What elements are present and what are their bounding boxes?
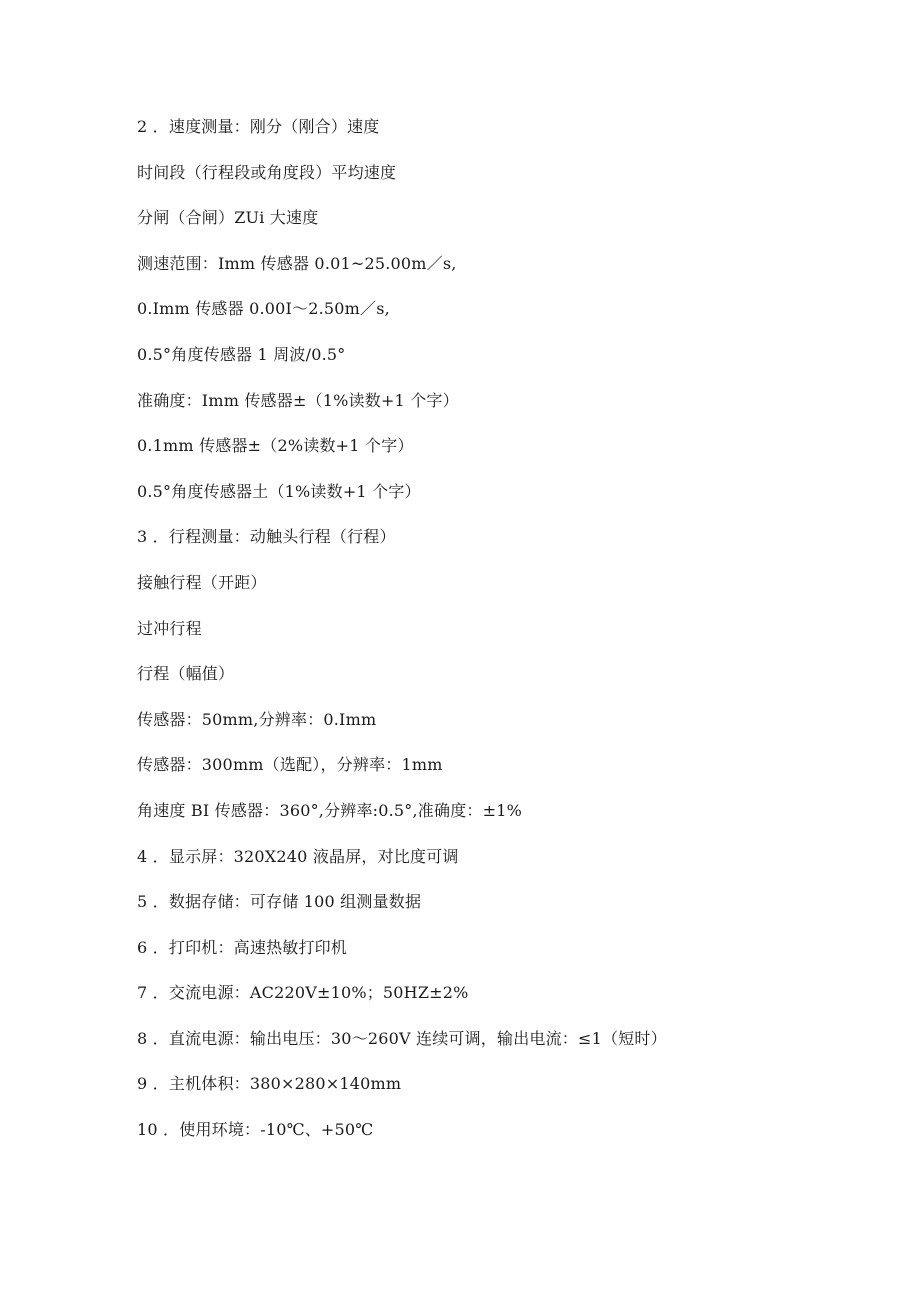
text-line: 行程（幅值）	[137, 664, 235, 684]
text-line: 0.5°角度传感器 1 周波/0.5°	[137, 344, 346, 364]
text-line: 5 ．数据存储：可存储 100 组测量数据	[137, 892, 422, 912]
text-line: 准确度：Imm 传感器±（1%读数+1 个字）	[137, 390, 459, 410]
text-line: 4 ．显示屏：320X240 液晶屏，对比度可调	[137, 846, 459, 866]
text-line: 传感器：300mm（选配），分辨率：1mm	[137, 755, 443, 775]
spec-text-block	[137, 114, 837, 1163]
text-line: 时间段（行程段或角度段）平均速度	[137, 162, 397, 182]
text-line: 0.Imm 传感器 0.00I～2.50m／s,	[137, 299, 390, 319]
text-line: 测速范围：Imm 传感器 0.01~25.00m／s,	[137, 253, 457, 273]
text-line: 过冲行程	[137, 618, 202, 638]
text-line: 8 ．直流电源：输出电压：30～260V 连续可调，输出电流：≤1（短时）	[137, 1028, 667, 1048]
text-line: 6 ．打印机：高速热敏打印机	[137, 937, 348, 957]
text-line: 传感器：50mm,分辨率：0.Imm	[137, 709, 377, 729]
text-line: 3 ．行程测量：动触头行程（行程）	[137, 527, 396, 547]
text-line: 10 ．使用环境：-10℃、+50℃	[137, 1120, 374, 1140]
text-line: 接触行程（开距）	[137, 572, 267, 592]
text-line: 7 ．交流电源：AC220V±10%；50HZ±2%	[137, 983, 469, 1003]
text-line: 2 ．速度测量：刚分（刚合）速度	[137, 117, 380, 136]
text-line: 9 ．主机体积：380×280×140mm	[137, 1074, 402, 1094]
text-line: 分闸（合闸）ZUi 大速度	[137, 208, 319, 228]
text-line: 角速度 BI 传感器：360°,分辨率:0.5°,准确度：±1%	[137, 800, 522, 820]
text-line: 0.5°角度传感器土（1%读数+1 个字）	[137, 481, 421, 501]
text-line: 0.1mm 传感器±（2%读数+1 个字）	[137, 436, 414, 456]
